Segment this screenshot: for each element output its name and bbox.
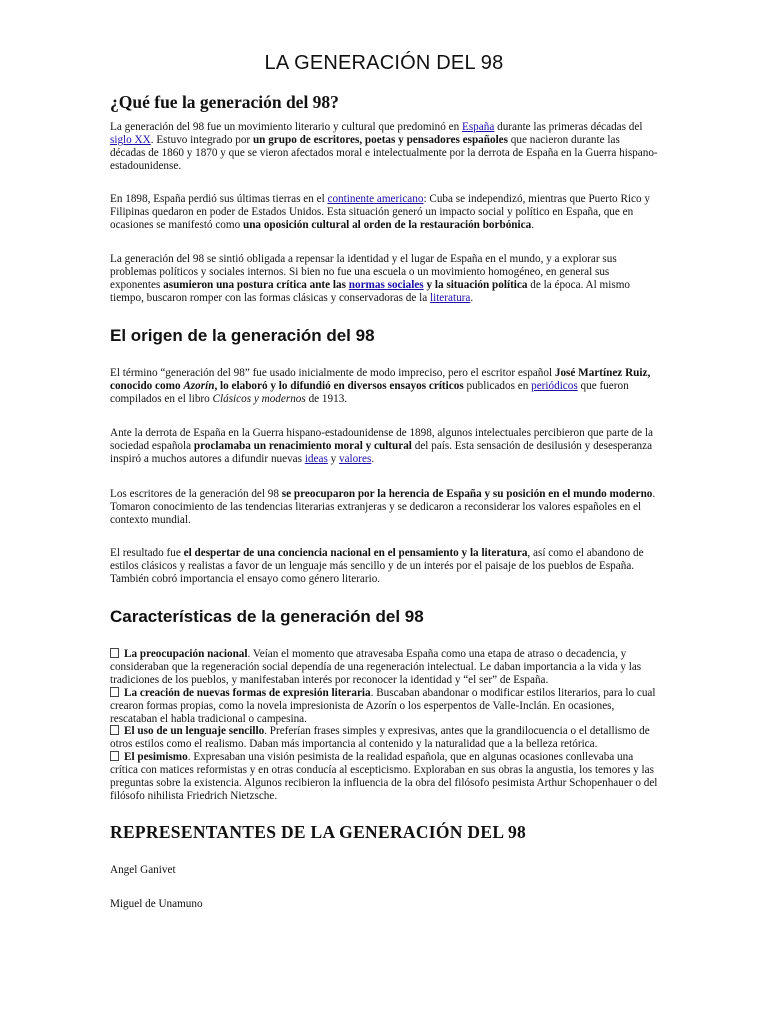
text-run: . Estuvo integrado por bbox=[150, 133, 253, 146]
checkbox-glyph-icon bbox=[110, 751, 119, 761]
checkbox-glyph-icon bbox=[110, 648, 119, 658]
italic-text: Clásicos y modernos bbox=[212, 392, 306, 405]
text-run: . bbox=[531, 218, 534, 231]
representative-name: Angel Ganivet bbox=[110, 864, 176, 876]
paragraph bbox=[110, 547, 658, 586]
text-run: El resultado fue bbox=[110, 547, 184, 559]
text-run: . Buscaban abandonar o modificar estilos literarios, para lo cual crearon formas propias, como la novela impresionista de Azorín o los esperpentos de Valle-Inclán. En ocasiones, rescataban el habla tradicional o campesina. bbox=[110, 686, 656, 725]
text-run: . Veían el momento que atravesaba España como una etapa de atraso o decadencia, y consideraban que la regeneración social dependía de una regeneración intelectual. Le daban importancia a la vida y las tradiciones de los pueblos, y manifestaban interés por reconocer la identidad y “el ser” de España. bbox=[110, 648, 642, 686]
text-run: . Tomaron conocimiento de las tendencias literarias extranjeras y se dedicaron a reconsiderar los valores españoles en el contexto mundial. bbox=[110, 488, 656, 526]
bold-text: y la situación política bbox=[423, 278, 528, 291]
text-run: del país. Esta sensación de desilusión y desesperanza inspiró a muchos autores a difundir nuevas bbox=[110, 439, 653, 465]
bold-text: proclamaba un renacimiento moral y cultural bbox=[193, 439, 412, 452]
section-heading-origen: El origen de la generación del 98 bbox=[110, 326, 375, 345]
list-item bbox=[110, 648, 658, 687]
text-run: . bbox=[371, 452, 375, 465]
section-heading-caracteristicas: Características de la generación del 98 bbox=[110, 607, 424, 626]
text-run: publicados en bbox=[463, 379, 532, 392]
text-run: Ante la derrota de España en la Guerra hispano-estadounidense de 1898, algunos intelectuales percibieron que parte de la sociedad española bbox=[110, 427, 654, 452]
link-normas-sociales[interactable]: normas sociales bbox=[348, 278, 424, 291]
text-run: de la época. Al mismo tiempo, buscaron romper con las formas clásicas y conservadoras de la bbox=[110, 278, 630, 304]
bold-text: el despertar de una conciencia nacional en el pensamiento y la literatura bbox=[183, 547, 528, 559]
paragraph bbox=[110, 367, 658, 406]
text-run: de 1913. bbox=[305, 392, 348, 405]
link-ideas[interactable]: ideas bbox=[304, 452, 328, 465]
paragraph bbox=[110, 488, 658, 527]
link-espana[interactable]: España bbox=[461, 121, 495, 133]
checkbox-glyph-icon bbox=[110, 725, 119, 735]
link-periodicos[interactable]: periódicos bbox=[531, 379, 578, 392]
section-heading-representantes: REPRESENTANTES DE LA GENERACIÓN DEL 98 bbox=[110, 822, 527, 842]
bold-text: La preocupación nacional bbox=[124, 648, 248, 660]
characteristics-list bbox=[110, 648, 658, 803]
text-run: que fueron compilados en el libro bbox=[110, 379, 629, 405]
text-run: La generación del 98 se sintió obligada a repensar la identidad y el lugar de España en el mundo, y a explorar sus problemas políticos y sociales internos. Si bien no fue una escuela o un movimiento homogéneo, en general sus exponentes bbox=[110, 253, 617, 291]
bold-text: , lo elaboró y lo difundió en diversos ensayos críticos bbox=[214, 379, 464, 392]
link-literatura[interactable]: literatura bbox=[429, 291, 471, 304]
bold-text: una oposición cultural al orden de la restauración borbónica bbox=[242, 218, 532, 231]
representative-name: Miguel de Unamuno bbox=[110, 898, 203, 910]
text-run: y bbox=[327, 452, 339, 465]
link-continente-americano[interactable]: continente americano bbox=[327, 193, 424, 205]
section-heading-que-fue: ¿Qué fue la generación del 98? bbox=[110, 92, 339, 112]
paragraph bbox=[110, 427, 658, 466]
text-run: La generación del 98 fue un movimiento literario y cultural que predominó en bbox=[110, 121, 462, 133]
checkbox-glyph-icon bbox=[110, 687, 119, 697]
bold-text: asumieron una postura crítica ante las bbox=[163, 278, 349, 291]
page-title: LA GENERACIÓN DEL 98 bbox=[264, 52, 504, 74]
paragraph bbox=[110, 193, 658, 232]
bold-text: se preocuparon por la herencia de España y su posición en el mundo moderno bbox=[281, 488, 653, 500]
bold-text: El uso de un lenguaje sencillo bbox=[124, 725, 265, 738]
text-run: El término “generación del 98” fue usado inicialmente de modo impreciso, pero el escritor español bbox=[110, 367, 555, 379]
list-item bbox=[110, 687, 658, 726]
text-run: , así como el abandono de estilos clásicos y realistas a favor de un lenguaje más sencillo y de un interés por el paisaje de los pueblos de España. También cobró importancia el ensayo como género literario. bbox=[110, 547, 644, 585]
link-siglo-xx[interactable]: siglo XX bbox=[110, 133, 151, 146]
bold-text: José Martínez Ruiz, conocido como bbox=[110, 367, 651, 392]
paragraph bbox=[110, 121, 658, 173]
list-item bbox=[110, 751, 658, 803]
text-run: : Cuba se independizó, mientras que Puerto Rico y Filipinas quedaron en poder de Estados Unidos. Esta situación generó un impacto social y político en España, que en ocasiones se manifestó como bbox=[110, 193, 650, 231]
text-run: que nacieron durante las décadas de 1860 y 1870 y que se vieron afectados moral e intelectualmente por la derrota de España en la Guerra hispano-estadounidense. bbox=[110, 133, 658, 172]
link-valores[interactable]: valores bbox=[339, 452, 372, 465]
list-item bbox=[110, 725, 658, 751]
text-run: Los escritores de la generación del 98 bbox=[110, 488, 282, 500]
bold-text: un grupo de escritores, poetas y pensadores españoles bbox=[252, 133, 508, 146]
bold-text: El pesimismo bbox=[124, 751, 188, 764]
bold-italic-text: Azorín bbox=[183, 379, 215, 392]
text-run: En 1898, España perdió sus últimas tierras en el bbox=[110, 193, 328, 205]
bold-text: La creación de nuevas formas de expresión literaria bbox=[124, 686, 371, 699]
text-run: durante las primeras décadas del bbox=[494, 121, 643, 133]
text-run: . bbox=[470, 291, 474, 304]
text-run: . Preferían frases simples y expresivas, antes que la grandilocuencia o el detallismo de otros estilos como el realismo. Daban más importancia al contenido y la naturalidad que a la belleza retórica. bbox=[110, 725, 650, 751]
paragraph bbox=[110, 253, 658, 305]
text-run: . Expresaban una visión pesimista de la realidad española, que en algunas ocasiones conllevaba una crítica con matices reformistas y en otras conducía al escepticismo. Exploraban en sus obras la angustia, los temores y las preguntas sobre la existencia. Algunos recibieron la influencia de la obra del filósofo pesimista Arthur Schopenhauer o del filósofo nihilista Friedrich Nietzsche. bbox=[110, 751, 658, 802]
